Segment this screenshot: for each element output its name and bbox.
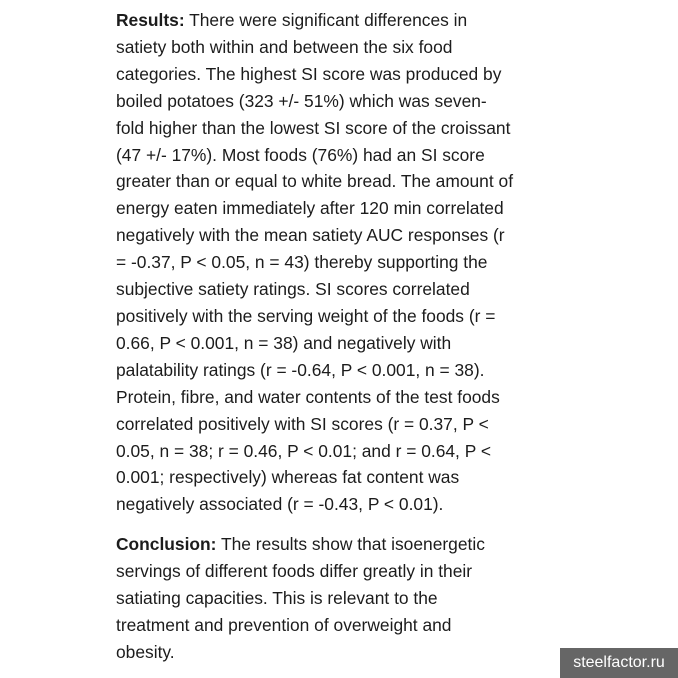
paragraph-line-text: The results show that isoenergetic	[216, 534, 485, 554]
paragraph-line: fold higher than the lowest SI score of the croissant	[116, 117, 511, 138]
paragraph-line: satiating capacities. This is relevant to the	[116, 587, 438, 608]
paragraph-line: subjective satiety ratings. SI scores correlated	[116, 279, 470, 300]
paragraph-line-text: There were significant differences in	[184, 10, 468, 30]
paragraph-line	[116, 531, 556, 558]
paragraph-line: servings of different foods differ greatly in their	[116, 560, 473, 581]
conclusion-heading: Conclusion:	[116, 534, 217, 554]
paragraph-line: negatively associated (r = -0.43, P < 0.01).	[116, 494, 444, 515]
paragraph-line: = -0.37, P < 0.05, n = 43) thereby supporting the	[116, 252, 488, 273]
paragraph-line: (47 +/- 17%). Most foods (76%) had an SI score	[116, 144, 485, 165]
paragraph-line: 0.66, P < 0.001, n = 38) and negatively with	[116, 332, 452, 353]
paragraph-line: categories. The highest SI score was produced by	[116, 63, 502, 84]
paragraph-line: 0.05, n = 38; r = 0.46, P < 0.01; and r = 0.64, P <	[116, 440, 491, 461]
paragraph-line: greater than or equal to white bread. The amount of	[116, 171, 514, 192]
paragraph-line: boiled potatoes (323 +/- 51%) which was seven-	[116, 90, 487, 111]
paragraph-line: Protein, fibre, and water contents of the test foods	[116, 386, 500, 407]
paragraph-line: positively with the serving weight of the foods (r =	[116, 305, 496, 326]
paragraph-line	[116, 7, 556, 34]
paragraph-line: energy eaten immediately after 120 min correlated	[116, 198, 504, 219]
paragraph-line: 0.001; respectively) whereas fat content was	[116, 467, 460, 488]
paragraph-line: palatability ratings (r = -0.64, P < 0.001, n = 38).	[116, 359, 485, 380]
results-heading: Results:	[116, 10, 185, 30]
conclusion-paragraph	[116, 531, 556, 666]
paragraph-line: obesity.	[116, 641, 175, 662]
paragraph-line: treatment and prevention of overweight and	[116, 614, 452, 635]
watermark-label: steelfactor.ru	[560, 648, 678, 678]
paragraph-line: negatively with the mean satiety AUC responses (r	[116, 225, 505, 246]
paragraph-line: satiety both within and between the six food	[116, 36, 453, 57]
paragraph-line: correlated positively with SI scores (r = 0.37, P <	[116, 413, 489, 434]
results-paragraph	[116, 7, 556, 518]
